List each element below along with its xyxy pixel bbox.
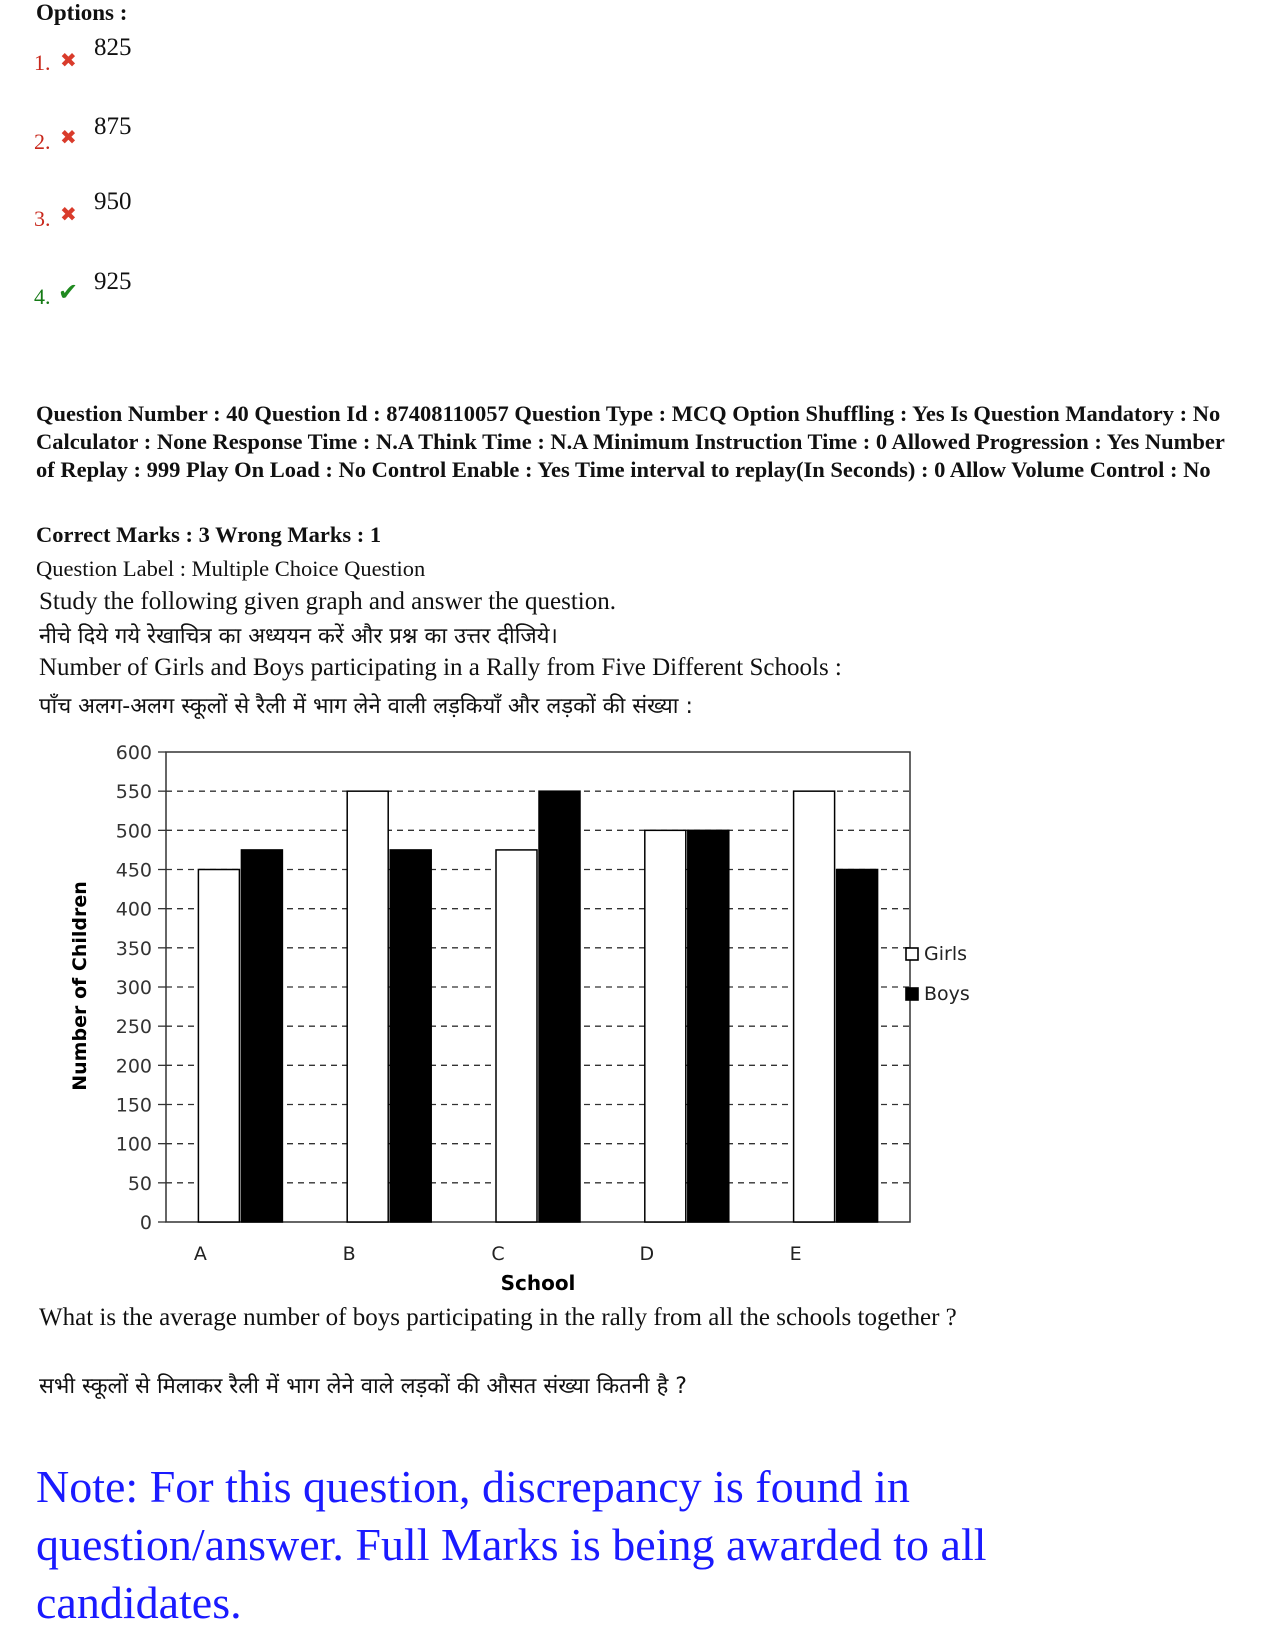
legend-label-girls: Girls — [924, 943, 967, 965]
bar-boys-d — [688, 830, 729, 1222]
bar-girls-b — [347, 791, 388, 1222]
option-value: 925 — [94, 268, 132, 295]
bar-chart — [60, 730, 1020, 1310]
question-text-hi: सभी स्कूलों से मिलाकर रैली में भाग लेने वाले लड़कों की औसत संख्या कितनी है ? — [39, 1374, 687, 1399]
bar-girls-a — [198, 870, 239, 1223]
y-axis-label: Number of Children — [69, 881, 91, 1091]
y-tick-label: 200 — [115, 1055, 152, 1078]
bar-boys-a — [241, 850, 282, 1222]
option-number: 4. — [34, 284, 51, 309]
y-tick-label: 450 — [115, 859, 152, 882]
bar-boys-e — [837, 870, 878, 1223]
cross-icon: ✖ — [60, 204, 77, 226]
y-tick-label: 350 — [115, 937, 152, 960]
legend-swatch-boys — [906, 988, 918, 1000]
cross-icon: ✖ — [60, 127, 77, 149]
y-tick-label: 50 — [127, 1172, 152, 1195]
y-tick-label: 0 — [139, 1212, 152, 1234]
option-number: 2. — [34, 129, 51, 154]
bar-boys-c — [539, 791, 580, 1222]
x-tick-label: E — [789, 1243, 802, 1265]
option-2[interactable] — [34, 113, 234, 157]
option-3[interactable] — [34, 188, 234, 232]
question-meta: Question Number : 40 Question Id : 87408110057 Question Type : MCQ Option Shuffling : Yes Is Question Mandatory : No Calculator : None Response Time : N.A Think Time : N.A Minimum Instruction Time : 0 Allowed Progression : Yes Number of Replay : 999 Play On Load : No Control Enable : Yes Time interval to replay(In Seconds) : 0 Allow Volume Control : No — [36, 401, 1225, 482]
check-icon: ✔ — [58, 280, 79, 306]
y-tick-label: 150 — [115, 1094, 152, 1117]
option-4[interactable] — [34, 268, 234, 312]
x-axis-label: School — [500, 1271, 576, 1295]
y-tick-label: 400 — [115, 898, 152, 921]
bar-girls-c — [496, 850, 537, 1222]
y-tick-label: 550 — [115, 781, 152, 804]
x-tick-label: D — [639, 1243, 655, 1265]
chart-title-hi: पाँच अलग-अलग स्कूलों से रैली में भाग लेने वाली लड़कियाँ और लड़कों की संख्या : — [39, 694, 693, 719]
bar-girls-e — [794, 791, 835, 1222]
y-tick-label: 600 — [115, 742, 152, 764]
bar-girls-d — [645, 830, 686, 1222]
option-number: 3. — [34, 206, 51, 231]
x-tick-label: C — [491, 1243, 505, 1265]
question-label: Question Label : Multiple Choice Question — [36, 556, 426, 581]
legend-swatch-girls — [906, 948, 918, 960]
option-1[interactable] — [34, 34, 234, 78]
instruction-hi: नीचे दिये गये रेखाचित्र का अध्ययन करें और प्रश्न का उत्तर दीजिये। — [39, 624, 558, 649]
option-value: 950 — [94, 188, 132, 215]
y-tick-label: 500 — [115, 820, 152, 843]
x-tick-label: B — [342, 1243, 356, 1265]
question-marks: Correct Marks : 3 Wrong Marks : 1 — [36, 522, 382, 547]
option-value: 825 — [94, 34, 132, 61]
cross-icon: ✖ — [60, 50, 77, 72]
y-tick-label: 100 — [115, 1133, 152, 1156]
option-value: 875 — [94, 113, 132, 140]
legend-label-boys: Boys — [924, 983, 970, 1005]
y-tick-label: 300 — [115, 977, 152, 999]
options-heading: Options : — [36, 0, 128, 25]
y-tick-label: 250 — [115, 1016, 152, 1039]
bar-boys-b — [390, 850, 431, 1222]
instruction-en: Study the following given graph and answer the question. — [39, 588, 616, 615]
question-text-en: What is the average number of boys participating in the rally from all the schools together ? — [39, 1304, 957, 1331]
x-tick-label: A — [193, 1243, 207, 1265]
discrepancy-note: Note: For this question, discrepancy is found in question/answer. Full Marks is being awarded to all candidates. — [36, 1461, 987, 1628]
option-number: 1. — [34, 50, 51, 75]
chart-title-en: Number of Girls and Boys participating in a Rally from Five Different Schools : — [39, 654, 842, 681]
